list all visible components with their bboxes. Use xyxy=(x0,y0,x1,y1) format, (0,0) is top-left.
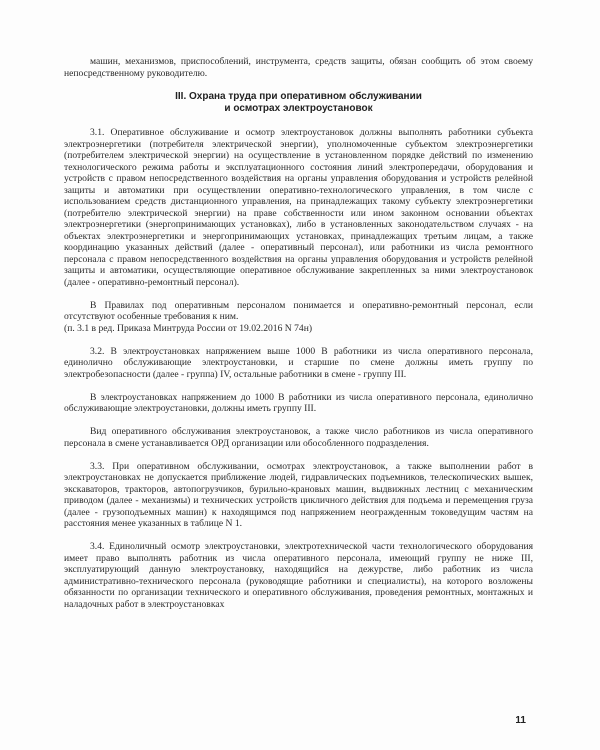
paragraph-3-1-rules: В Правилах под оперативным персоналом понимается и оперативно-ремонтный персонал, если отсутствуют особенные требования к ним. xyxy=(64,299,533,322)
section-heading-line-2: и осмотрах электроустановок xyxy=(224,103,373,114)
paragraph-3-2-b: В электроустановках напряжением до 1000 В работники из числа оперативного персонала, единолично обслуживающие электроустановки, должны иметь группу III. xyxy=(64,391,533,414)
paragraph-3-2: 3.2. В электроустановках напряжением выше 1000 В работники из числа оперативного персонала, единолично обслуживающие электроустановки, и старшие по смене должны иметь группу по электробезопасности (далее - группа) IV, остальные работники в смене - группу III. xyxy=(64,345,533,380)
page-number: 11 xyxy=(515,715,526,726)
paragraph-3-4: 3.4. Единоличный осмотр электроустановки, электротехнической части технологического оборудования имеет право выполнять работник из числа оперативного персонала, имеющий группу не ниже III, эксплуатирующий данную электроустановку, находящийся на дежурстве, либо работник из числа административно-технического персонала (руководящие работники и специалисты), на которого возложены обязанности по организации технического и оперативного обслуживания, проведения ремонтных, монтажных и наладочных работ в электроустановках xyxy=(64,541,533,610)
section-heading xyxy=(64,91,533,115)
section-heading-line-1: III. Охрана труда при оперативном обслуживании xyxy=(175,91,422,102)
paragraph-3-3: 3.3. При оперативном обслуживании, осмотрах электроустановок, а также выполнении работ в электроустановках не допускается приближение людей, гидравлических подъемников, телескопических вышек, экскаваторов, тракторов, автопогрузчиков, бурильно-крановых машин, выдвижных лестниц с механическим приводом (далее - механизмы) и технических устройств цикличного действия для подъема и перемещения груза (далее - грузоподъемных машин) к находящимся под напряжением неогражденным токоведущим частям на расстояния менее указанных в таблице N 1. xyxy=(64,460,533,529)
document-body xyxy=(64,56,533,610)
paragraph-3-1-note: (п. 3.1 в ред. Приказа Минтруда России от 19.02.2016 N 74н) xyxy=(64,322,313,334)
intro-paragraph: машин, механизмов, приспособлений, инструмента, средств защиты, обязан сообщить об этом своему непосредственному руководителю. xyxy=(64,56,533,79)
paragraph-3-2-c: Вид оперативного обслуживания электроустановок, а также число работников из числа оперативного персонала в смене устанавливается ОРД организации или обособленного подразделения. xyxy=(64,426,533,449)
paragraph-3-1: 3.1. Оперативное обслуживание и осмотр электроустановок должны выполнять работники субъекта электроэнергетики (потребителя электрической энергии), уполномоченные субъектом электроэнергетики (потребителем электрической энергии) на осуществление в установленном порядке действий по изменению технологического режима работы и эксплуатационного состояния линий электропередачи, оборудования и устройств с правом непосредственного воздействия на органы управления оборудования и устройств релейной защиты и автоматики при осуществлении оперативно-технологического управления, в том числе с использованием средств дистанционного управления, на принадлежащих такому субъекту электроэнергетики (потребителю электрической энергии) на праве собственности или ином законном основании объектах электроэнергетики (энергопринимающих установках), либо в установленных законодательством случаях - на объектах электроэнергетики и энергопринимающих установках, принадлежащих третьим лицам, а также координацию указанных действий (далее - оперативный персонал), или работники из числа ремонтного персонала с правом непосредственного воздействия на органы управления оборудования и устройств релейной защиты и автоматики, осуществляющие оперативное обслуживание закрепленных за ними электроустановок (далее - оперативно-ремонтный персонал). xyxy=(64,127,533,288)
